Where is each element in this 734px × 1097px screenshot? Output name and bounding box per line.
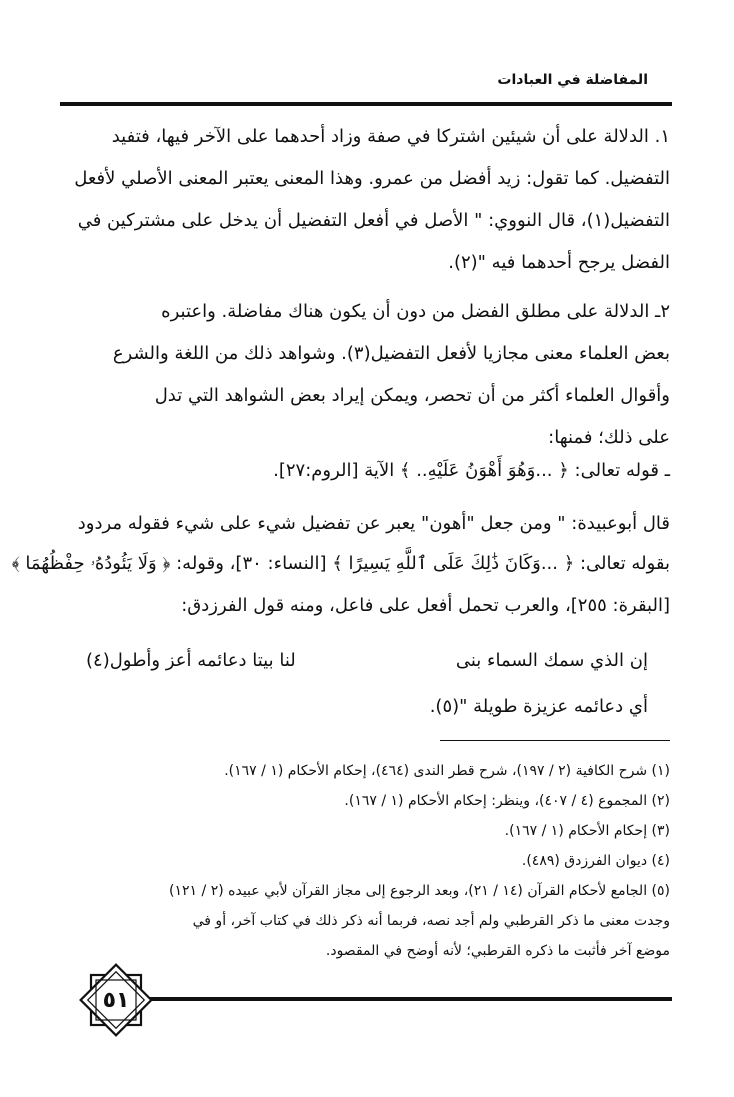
footnote: (٥) الجامع لأحكام القرآن (١٤ / ٢١)، وبعد الرجوع إلى مجاز القرآن لأبي عبيده (٢ / ١٢١) — [169, 883, 670, 899]
footer-divider — [142, 997, 672, 1001]
body-line: على ذلك؛ فمنها: — [548, 427, 670, 448]
body-line: ٢ـ الدلالة على مطلق الفضل من دون أن يكون هناك مفاضلة. واعتبره — [161, 301, 670, 322]
body-line: قال أبوعبيدة: " ومن جعل "أهون" يعبر عن تفضيل شيء على شيء فقوله مردود — [77, 513, 670, 534]
footnote: (٤) ديوان الفرزدق (٤٨٩). — [521, 853, 670, 869]
poem-closing: أي دعائمه عزيزة طويلة "(٥). — [429, 696, 648, 717]
page-number: ٥١ — [102, 987, 130, 1013]
poem-hemistich-right: إن الذي سمك السماء بنى — [455, 650, 648, 671]
footnote-continuation: موضع آخر فأثبت ما ذكره القرطبي؛ لأنه أوضح في المقصود. — [325, 943, 670, 959]
header-divider — [60, 102, 672, 106]
body-line: ١. الدلالة على أن شيئين اشتركا في صفة وزاد أحدهما على الآخر فيها، فتفيد — [111, 126, 670, 147]
quran-citation-line: بقوله تعالى: ﴿ ...وَكَانَ ذَٰلِكَ عَلَى ٱللَّهِ يَسِيرًا ﴾ [النساء: ٣٠]، وقوله: ﴿ وَلَا يَئُودُهُۥ حِفْظُهُمَا ﴾ — [11, 553, 670, 574]
footnote-divider — [440, 740, 670, 741]
footnote-continuation: وجدت معنى ما ذكر القرطبي ولم أجد نصه، فربما أنه ذكر ذلك في كتاب آخر، أو في — [192, 913, 670, 929]
footnote: (٣) إحكام الأحكام (١ / ١٦٧). — [504, 823, 670, 839]
body-line: بعض العلماء معنى مجازيا لأفعل التفضيل(٣). وشواهد ذلك من اللغة والشرع — [112, 343, 670, 364]
poem-hemistich-left: لنا بيتا دعائمه أعز وأطول(٤) — [86, 650, 296, 671]
body-line: [البقرة: ٢٥٥]، والعرب تحمل أفعل على فاعل، ومنه قول الفرزدق: — [181, 595, 670, 616]
body-line: الفضل يرجح أحدهما فيه "(٢). — [448, 252, 670, 273]
running-header-title: المفاضلة في العبادات — [497, 72, 648, 88]
footnote: (١) شرح الكافية (٢ / ١٩٧)، شرح قطر الندى (٤٦٤)، إحكام الأحكام (١ / ١٦٧). — [224, 763, 670, 779]
body-line: التفضيل(١)، قال النووي: " الأصل في أفعل التفضيل أن يدخل على مشتركين في — [77, 210, 670, 231]
body-line: وأقوال العلماء أكثر من أن تحصر، ويمكن إيراد بعض الشواهد التي تدل — [154, 385, 670, 406]
body-line: التفضيل. كما تقول: زيد أفضل من عمرو. وهذا المعنى يعتبر المعنى الأصلي لأفعل — [74, 168, 670, 189]
footnote: (٢) المجموع (٤ / ٤٠٧)، وينظر: إحكام الأحكام (١ / ١٦٧). — [344, 793, 670, 809]
quran-citation-line: ـ قوله تعالى: ﴿ ...وَهُوَ أَهْوَنُ عَلَيْهِ.. ﴾ الآية [الروم:٢٧]. — [273, 460, 670, 481]
